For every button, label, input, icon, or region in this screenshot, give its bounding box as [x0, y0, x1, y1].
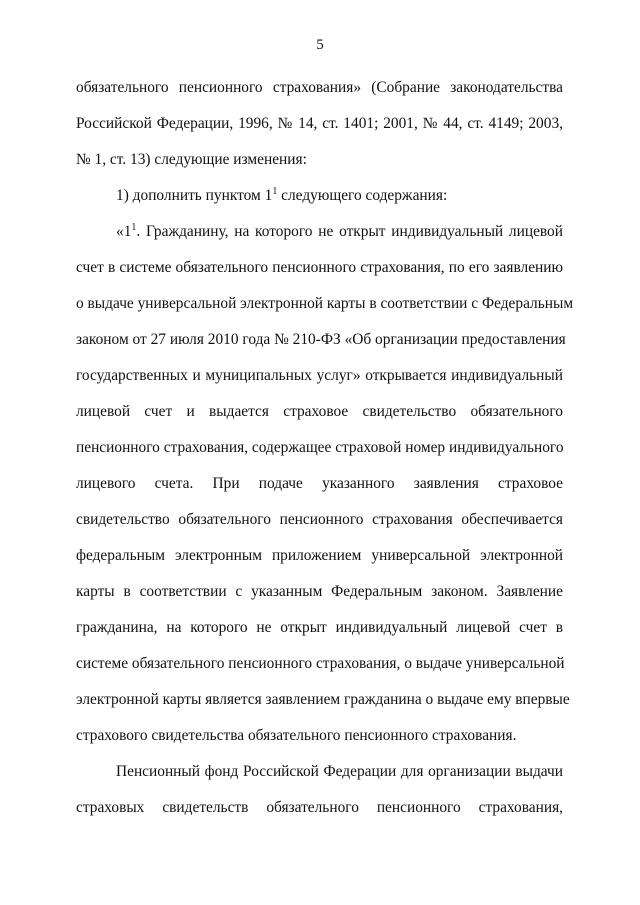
- text-line-1: обязательного пенсионного страхования» (Собрание законодательства: [76, 79, 563, 96]
- text-line-3: № 1, ст. 13) следующие изменения:: [76, 151, 307, 168]
- list-item-text: 1) дополнить пунктом 1: [116, 187, 273, 204]
- text-line-10: лицевой счет и выдается страховое свидетельство обязательного: [76, 403, 563, 420]
- text-line-16: гражданина, на которого не открыт индивидуальный лицевой счет в: [76, 619, 563, 636]
- text-line-18: электронной карты является заявлением гражданина о выдаче ему впервые: [76, 691, 570, 708]
- superscript: 1: [272, 186, 278, 197]
- quote-text: . Гражданину, на которого не открыт индивидуальный лицевой: [136, 223, 563, 240]
- text-line-20: Пенсионный фонд Российской Федерации для организации выдачи: [116, 763, 563, 780]
- list-item-text-end: следующего содержания:: [277, 187, 448, 204]
- text-line-14: федеральным электронным приложением универсальной электронной: [76, 547, 563, 564]
- text-line-21: страховых свидетельств обязательного пенсионного страхования,: [76, 799, 563, 816]
- superscript: 1: [131, 222, 137, 233]
- text-line-11: пенсионного страхования, содержащее страховой номер индивидуального: [76, 439, 564, 456]
- text-line-7: о выдаче универсальной электронной карты в соответствии с Федеральным: [76, 295, 574, 312]
- quote-mark-number: «1: [116, 223, 132, 240]
- text-line-8: законом от 27 июля 2010 года № 210-ФЗ «Об организации предоставления: [76, 331, 566, 348]
- text-line-12: лицевого счета. При подаче указанного заявления страховое: [76, 475, 563, 492]
- text-line-19: страхового свидетельства обязательного пенсионного страхования.: [76, 727, 517, 744]
- text-line-2: Российской Федерации, 1996, № 14, ст. 1401; 2001, № 44, ст. 4149; 2003,: [76, 115, 563, 132]
- text-line-13: свидетельство обязательного пенсионного страхования обеспечивается: [76, 511, 563, 528]
- text-line-9: государственных и муниципальных услуг» открывается индивидуальный: [76, 367, 563, 384]
- paragraph-1-line: [116, 186, 563, 206]
- quote-start-line: [116, 222, 563, 242]
- text-line-17: системе обязательного пенсионного страхования, о выдаче универсальной: [76, 655, 565, 672]
- text-line-6: счет в системе обязательного пенсионного страхования, по его заявлению: [76, 259, 563, 276]
- page-number: 5: [316, 37, 324, 53]
- text-line-15: карты в соответствии с указанным Федеральным законом. Заявление: [76, 583, 563, 600]
